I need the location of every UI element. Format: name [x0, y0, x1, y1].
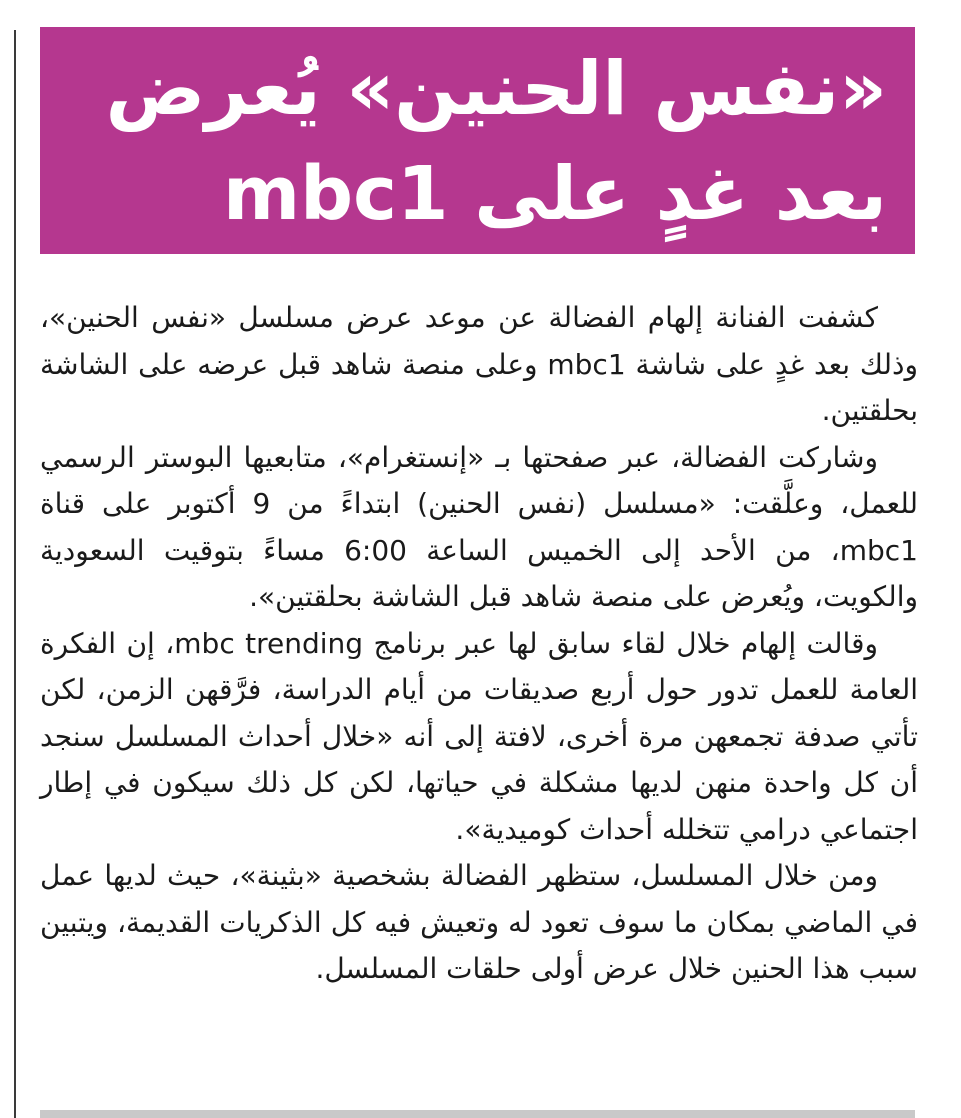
article-paragraph-1: كشفت الفنانة إلهام الفضالة عن موعد عرض مسلسل «نفس الحنين»، وذلك بعد غدٍ على شاشة mbc1 وعلى منصة شاهد قبل عرضه على الشاشة بحلقتين.: [40, 301, 918, 427]
article-body: [40, 295, 918, 993]
article-paragraph-3: وقالت إلهام خلال لقاء سابق لها عبر برنامج mbc trending، إن الفكرة العامة للعمل تدور حول أربع صديقات من أيام الدراسة، فرَّقهن الزمن، لكن تأتي صدفة تجمعهن مرة أخرى، لافتة إلى أنه «خلال أحداث المسلسل سنجد أن كل واحدة منهن لديها مشكلة في حياتها، لكن كل ذلك سيكون في إطار اجتماعي درامي تتخلله أحداث كوميدية».: [40, 626, 918, 846]
headline-line-1: «نفس الحنين» يُعرض: [105, 46, 887, 132]
headline-banner: [40, 27, 915, 254]
next-article-edge: [40, 1110, 915, 1118]
article-paragraph-4: ومن خلال المسلسل، ستظهر الفضالة بشخصية «بثينة»، حيث لديها عمل في الماضي بمكان ما سوف تعود له وتعيش فيه كل الذكريات القديمة، ويتبين سبب هذا الحنين خلال عرض أولى حلقات المسلسل.: [40, 859, 918, 985]
article-paragraph-2: وشاركت الفضالة، عبر صفحتها بـ «إنستغرام»، متابعيها البوستر الرسمي للعمل، وعلَّقت: «مسلسل (نفس الحنين) ابتداءً من 9 أكتوبر على قناة mbc1، من الأحد إلى الخميس الساعة 6:00 مساءً بتوقيت السعودية والكويت، ويُعرض على منصة شاهد قبل الشاشة بحلقتين».: [40, 440, 918, 613]
headline-line-2: بعد غدٍ على mbc1: [223, 151, 887, 237]
column-divider-line: [14, 30, 16, 1118]
